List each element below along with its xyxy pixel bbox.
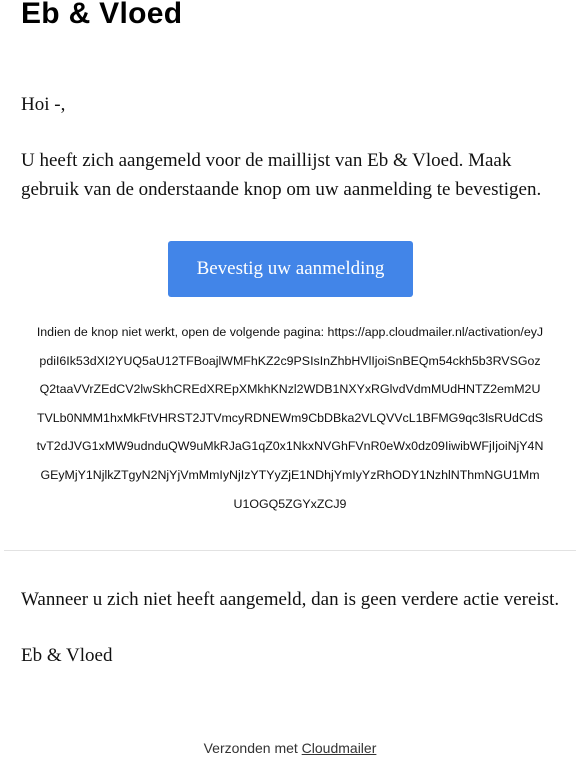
signoff: Eb & Vloed xyxy=(21,645,113,666)
fallback-line: Q2taaVVrZEdCV2lwSkhCREdXREpXMkhKNzl2WDB1NXYxRGlvdVdmMUdHNTZ2emM2U xyxy=(39,382,541,397)
brand-title: Eb & Vloed xyxy=(21,0,183,30)
fallback-line: tvT2dJVG1xMW9udnduQW9uMkRJaG1qZ0x1NkxNVGhFVnR0eWx0dz09IiwibWFjIjoiNjY4N xyxy=(36,439,544,454)
fallback-line: U1OGQ5ZGYxZCJ9 xyxy=(233,496,347,511)
divider xyxy=(4,550,576,551)
fallback-line: GEyMjY1NjlkZTgyN2NjYjVmMmIyNjIzYTYyZjE1NDhjYmIyYzRhODY1NzhlNThmNGU1Mm xyxy=(40,467,540,482)
greeting: Hoi -, xyxy=(21,94,66,115)
footer xyxy=(0,739,580,757)
fallback-line: pdiI6Ik53dXI2YUQ5aU12TFBoajlWMFhKZ2c9PSIsInZhbHVlIjoiSnBEQm54ckh5b3RVSGoz xyxy=(39,353,541,368)
confirm-subscription-button[interactable]: Bevestig uw aanmelding xyxy=(168,241,413,297)
fallback-line: TVLb0NMM1hxMkFtVHRST2JTVmcyRDNEWm9CbDBka2VLQVVcL1BFMG9qc3lsRUdCdS xyxy=(36,410,544,425)
footer-sent-with: Verzonden met xyxy=(203,740,302,756)
notice-text: Wanneer u zich niet heeft aangemeld, dan is geen verdere actie vereist. xyxy=(21,589,560,610)
cloudmailer-link[interactable]: Cloudmailer xyxy=(301,740,377,756)
fallback-link-text[interactable] xyxy=(30,318,550,518)
fallback-line: Indien de knop niet werkt, open de volgende pagina: https://app.cloudmailer.nl/activation/eyJ xyxy=(36,325,544,339)
intro-text: U heeft zich aangemeld voor de maillijst van Eb & Vloed. Maak gebruik van de onderstaande knop om uw aanmelding te bevestigen. xyxy=(21,150,542,200)
